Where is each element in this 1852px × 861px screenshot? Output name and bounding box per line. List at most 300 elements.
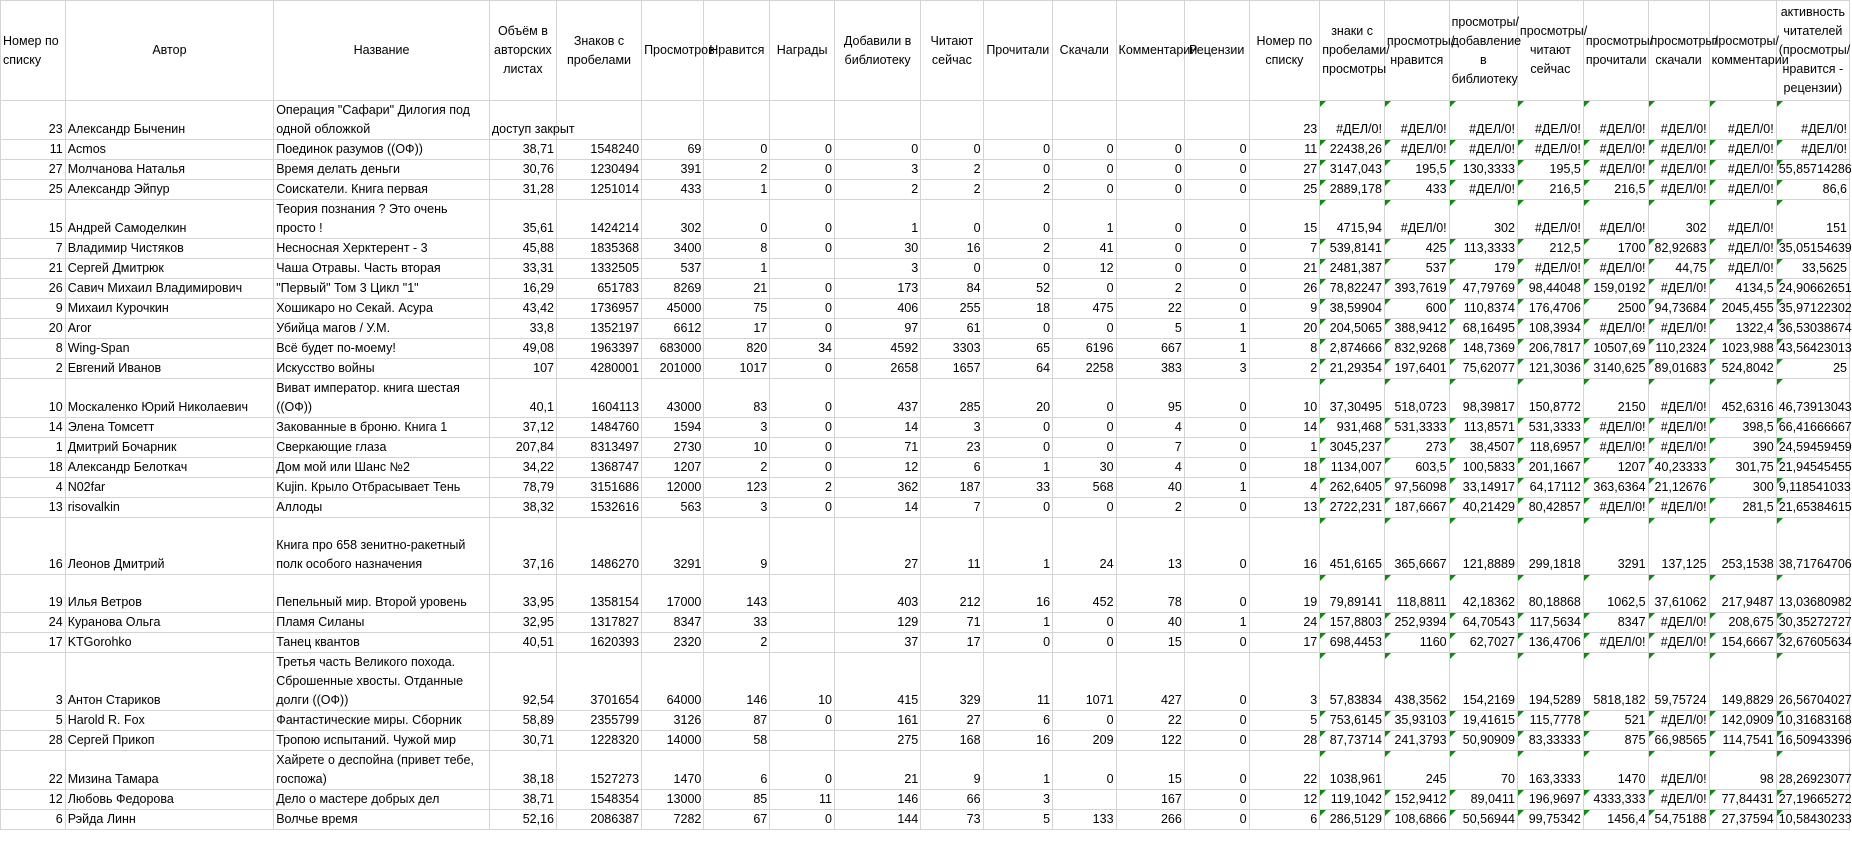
table-cell[interactable]: 0	[1184, 140, 1249, 160]
table-cell[interactable]: 1352197	[556, 319, 641, 339]
table-cell[interactable]: 3045,237	[1320, 438, 1385, 458]
table-cell[interactable]: Операция "Сафари" Дилогия под одной обложкой	[274, 101, 490, 140]
table-cell[interactable]: 1532616	[556, 498, 641, 518]
table-cell[interactable]: 9,118541033	[1776, 478, 1849, 498]
table-cell[interactable]: 0	[983, 633, 1053, 653]
table-cell[interactable]: Мизина Тамара	[65, 751, 274, 790]
table-cell[interactable]: 52	[983, 279, 1053, 299]
table-cell[interactable]: 0	[1184, 575, 1249, 613]
table-cell[interactable]	[556, 101, 641, 140]
table-cell[interactable]: 437	[834, 379, 920, 418]
table-cell[interactable]: #ДЕЛ/0!	[1583, 498, 1648, 518]
header-cell[interactable]: Номер по списку	[1249, 1, 1320, 101]
table-cell[interactable]: 70	[1449, 751, 1517, 790]
table-cell[interactable]: 651783	[556, 279, 641, 299]
table-cell[interactable]: #ДЕЛ/0!	[1648, 498, 1709, 518]
table-cell[interactable]: 433	[1384, 180, 1449, 200]
table-cell[interactable]: 0	[1053, 279, 1117, 299]
table-cell[interactable]: Третья часть Великого похода. Сброшенные хвосты. Отданные долги ((ОФ))	[274, 653, 490, 711]
table-cell[interactable]: 3	[921, 418, 983, 438]
table-cell[interactable]: 217,9487	[1709, 575, 1776, 613]
table-cell[interactable]	[1053, 790, 1117, 810]
table-cell[interactable]: 7	[1116, 438, 1184, 458]
table-cell[interactable]: 1	[1184, 613, 1249, 633]
table-cell[interactable]: 1	[983, 518, 1053, 575]
table-cell[interactable]: Рэйда Линн	[65, 810, 274, 830]
table-cell[interactable]: 0	[983, 200, 1053, 239]
table-cell[interactable]: risovalkin	[65, 498, 274, 518]
table-cell[interactable]: 1604113	[556, 379, 641, 418]
table-cell[interactable]: Москаленко Юрий Николаевич	[65, 379, 274, 418]
table-cell[interactable]: #ДЕЛ/0!	[1648, 379, 1709, 418]
table-cell[interactable]: 21	[1249, 259, 1320, 279]
table-cell[interactable]: 1456,4	[1583, 810, 1648, 830]
table-cell[interactable]: 64,17112	[1517, 478, 1583, 498]
table-cell[interactable]: Сергей Прикоп	[65, 731, 274, 751]
table-cell[interactable]: 0	[1053, 438, 1117, 458]
table-cell[interactable]: 2	[983, 180, 1053, 200]
table-cell[interactable]: 117,5634	[1517, 613, 1583, 633]
table-cell[interactable]: 8313497	[556, 438, 641, 458]
table-cell[interactable]: 38,32	[489, 498, 556, 518]
table-cell[interactable]: 40	[1116, 613, 1184, 633]
table-cell[interactable]: 38,71764706	[1776, 518, 1849, 575]
header-cell[interactable]: Объём в авторских листах	[489, 1, 556, 101]
table-cell[interactable]: 0	[1184, 299, 1249, 319]
table-cell[interactable]: #ДЕЛ/0!	[1709, 239, 1776, 259]
header-cell[interactable]: просмотры/нравится	[1384, 1, 1449, 101]
table-cell[interactable]: 196,9697	[1517, 790, 1583, 810]
table-cell[interactable]: 0	[770, 299, 835, 319]
table-cell[interactable]: 30,71	[489, 731, 556, 751]
table-cell[interactable]	[770, 259, 835, 279]
table-cell[interactable]: 212	[921, 575, 983, 613]
table-cell[interactable]: #ДЕЛ/0!	[1384, 140, 1449, 160]
table-cell[interactable]: 41	[1053, 239, 1117, 259]
table-cell[interactable]: #ДЕЛ/0!	[1583, 200, 1648, 239]
table-cell[interactable]: 157,8803	[1320, 613, 1385, 633]
table-cell[interactable]: 22438,26	[1320, 140, 1385, 160]
table-cell[interactable]: 0	[770, 810, 835, 830]
table-cell[interactable]: 15	[1116, 751, 1184, 790]
table-cell[interactable]: Элена Томсетт	[65, 418, 274, 438]
table-cell[interactable]: 144	[834, 810, 920, 830]
header-cell[interactable]: просмотры/прочитали	[1583, 1, 1648, 101]
table-cell[interactable]: 415	[834, 653, 920, 711]
table-cell[interactable]: 37	[834, 633, 920, 653]
table-cell[interactable]: 0	[1116, 160, 1184, 180]
table-cell[interactable]: 0	[1184, 498, 1249, 518]
table-cell[interactable]: Волчье время	[274, 810, 490, 830]
table-cell[interactable]: 8347	[642, 613, 704, 633]
table-cell[interactable]: 0	[770, 438, 835, 458]
table-cell[interactable]: 3	[834, 259, 920, 279]
table-cell[interactable]: 1	[1053, 200, 1117, 239]
table-cell[interactable]: 0	[770, 751, 835, 790]
table-cell[interactable]: 121,8889	[1449, 518, 1517, 575]
table-cell[interactable]: 17	[1249, 633, 1320, 653]
table-cell[interactable]: 10507,69	[1583, 339, 1648, 359]
table-cell[interactable]: 27	[921, 711, 983, 731]
table-cell[interactable]: 21,12676	[1648, 478, 1709, 498]
table-cell[interactable]: 89,01683	[1648, 359, 1709, 379]
table-cell[interactable]: 365,6667	[1384, 518, 1449, 575]
table-cell[interactable]: #ДЕЛ/0!	[1648, 613, 1709, 633]
table-cell[interactable]: 12	[1249, 790, 1320, 810]
table-cell[interactable]: 24	[1, 613, 66, 633]
table-cell[interactable]: 30,35272727	[1776, 613, 1849, 633]
table-cell[interactable]: 113,3333	[1449, 239, 1517, 259]
table-cell[interactable]: 22	[1249, 751, 1320, 790]
table-cell[interactable]: 33,8	[489, 319, 556, 339]
table-cell[interactable]: 2	[834, 180, 920, 200]
table-cell[interactable]: 3	[704, 498, 770, 518]
table-cell[interactable]: 69	[642, 140, 704, 160]
table-cell[interactable]: Книга про 658 зенитно-ракетный полк особого назначения	[274, 518, 490, 575]
table-cell[interactable]	[921, 101, 983, 140]
table-cell[interactable]: 84	[921, 279, 983, 299]
table-cell[interactable]: 1835368	[556, 239, 641, 259]
table-cell[interactable]: Аллоды	[274, 498, 490, 518]
table-cell[interactable]: Чаша Отравы. Часть вторая	[274, 259, 490, 279]
table-cell[interactable]: #ДЕЛ/0!	[1709, 200, 1776, 239]
table-cell[interactable]: 388,9412	[1384, 319, 1449, 339]
table-cell[interactable]: 11	[770, 790, 835, 810]
table-cell[interactable]: Евгений Иванов	[65, 359, 274, 379]
table-cell[interactable]: 18	[1249, 458, 1320, 478]
table-cell[interactable]: 2	[983, 239, 1053, 259]
table-cell[interactable]: 603,5	[1384, 458, 1449, 478]
table-cell[interactable]: 209	[1053, 731, 1117, 751]
header-cell[interactable]: Комментарии	[1116, 1, 1184, 101]
table-cell[interactable]: 16	[1, 518, 66, 575]
table-cell[interactable]: 152,9412	[1384, 790, 1449, 810]
table-cell[interactable]: 176,4706	[1517, 299, 1583, 319]
table-cell[interactable]: Дмитрий Бочарник	[65, 438, 274, 458]
table-cell[interactable]: 59,75724	[1648, 653, 1709, 711]
table-cell[interactable]: 302	[642, 200, 704, 239]
table-cell[interactable]: 406	[834, 299, 920, 319]
table-cell[interactable]: 115,7778	[1517, 711, 1583, 731]
table-cell[interactable]: 21	[704, 279, 770, 299]
table-cell[interactable]: Савич Михаил Владимирович	[65, 279, 274, 299]
table-cell[interactable]: 3147,043	[1320, 160, 1385, 180]
table-cell[interactable]: 8	[704, 239, 770, 259]
table-cell[interactable]	[1116, 101, 1184, 140]
table-cell[interactable]: 27,19665272	[1776, 790, 1849, 810]
table-cell[interactable]: 114,7541	[1709, 731, 1776, 751]
table-cell[interactable]: 22	[1, 751, 66, 790]
table-cell[interactable]: 19,41615	[1449, 711, 1517, 731]
table-cell[interactable]: 12000	[642, 478, 704, 498]
table-cell[interactable]: 37,30495	[1320, 379, 1385, 418]
table-cell[interactable]: Сергей Дмитрюк	[65, 259, 274, 279]
table-cell[interactable]: Пламя Силаны	[274, 613, 490, 633]
table-cell[interactable]: 0	[1184, 731, 1249, 751]
table-cell[interactable]: 14	[834, 418, 920, 438]
table-cell[interactable]: 82,92683	[1648, 239, 1709, 259]
table-cell[interactable]: 15	[1116, 633, 1184, 653]
table-cell[interactable]: 5	[983, 810, 1053, 830]
table-cell[interactable]: 2150	[1583, 379, 1648, 418]
table-cell[interactable]: Несносная Херктерент - 3	[274, 239, 490, 259]
table-cell[interactable]: 25	[1, 180, 66, 200]
table-cell[interactable]: 118,6957	[1517, 438, 1583, 458]
table-cell[interactable]: 30	[1053, 458, 1117, 478]
header-cell[interactable]: Знаков с пробелами	[556, 1, 641, 101]
table-cell[interactable]: 6	[983, 711, 1053, 731]
table-cell[interactable]: 13	[1, 498, 66, 518]
table-cell[interactable]: 14000	[642, 731, 704, 751]
table-cell[interactable]: 1	[983, 458, 1053, 478]
table-cell[interactable]: 34,22	[489, 458, 556, 478]
table-cell[interactable]: 10	[1, 379, 66, 418]
table-cell[interactable]: 24	[1249, 613, 1320, 633]
table-cell[interactable]: #ДЕЛ/0!	[1648, 279, 1709, 299]
table-cell[interactable]: 161	[834, 711, 920, 731]
table-cell[interactable]: 123	[704, 478, 770, 498]
table-cell[interactable]: 0	[1184, 239, 1249, 259]
table-cell[interactable]: 201,1667	[1517, 458, 1583, 478]
table-cell[interactable]: 24,90662651	[1776, 279, 1849, 299]
table-cell[interactable]: #ДЕЛ/0!	[1583, 418, 1648, 438]
table-cell[interactable]: 1017	[704, 359, 770, 379]
table-cell[interactable]: 6	[704, 751, 770, 790]
table-cell[interactable]: 0	[1184, 438, 1249, 458]
table-cell[interactable]: 683000	[642, 339, 704, 359]
table-cell[interactable]: 0	[770, 200, 835, 239]
table-cell[interactable]: 66	[921, 790, 983, 810]
table-cell[interactable]: 1317827	[556, 613, 641, 633]
table-cell[interactable]: 362	[834, 478, 920, 498]
table-cell[interactable]: 13,03680982	[1776, 575, 1849, 613]
table-cell[interactable]: 8	[1, 339, 66, 359]
table-cell[interactable]	[770, 518, 835, 575]
table-cell[interactable]: 40,21429	[1449, 498, 1517, 518]
table-cell[interactable]: 92,54	[489, 653, 556, 711]
table-cell[interactable]: 58	[704, 731, 770, 751]
table-cell[interactable]: 64,70543	[1449, 613, 1517, 633]
table-cell[interactable]: 329	[921, 653, 983, 711]
table-cell[interactable]: Владимир Чистяков	[65, 239, 274, 259]
table-cell[interactable]: 9	[1249, 299, 1320, 319]
table-cell[interactable]: 17000	[642, 575, 704, 613]
table-cell[interactable]: 0	[1053, 379, 1117, 418]
table-cell[interactable]: 78	[1116, 575, 1184, 613]
table-cell[interactable]: 24	[1053, 518, 1117, 575]
table-cell[interactable]: 38,71	[489, 790, 556, 810]
table-cell[interactable]: 122	[1116, 731, 1184, 751]
table-cell[interactable]: #ДЕЛ/0!	[1709, 101, 1776, 140]
table-cell[interactable]: 1620393	[556, 633, 641, 653]
table-cell[interactable]: 35,93103	[1384, 711, 1449, 731]
table-cell[interactable]: 179	[1449, 259, 1517, 279]
table-cell[interactable]: 4280001	[556, 359, 641, 379]
table-cell[interactable]: 119,1042	[1320, 790, 1385, 810]
table-cell[interactable]: 0	[770, 379, 835, 418]
table-cell[interactable]: 97,56098	[1384, 478, 1449, 498]
table-cell[interactable]: 1251014	[556, 180, 641, 200]
table-cell[interactable]: Андрей Самоделкин	[65, 200, 274, 239]
table-cell[interactable]	[1053, 101, 1117, 140]
table-cell[interactable]: 66,41666667	[1776, 418, 1849, 438]
table-cell[interactable]: 143	[704, 575, 770, 613]
table-cell[interactable]: 38,18	[489, 751, 556, 790]
table-cell[interactable]: 4134,5	[1709, 279, 1776, 299]
table-cell[interactable]: 195,5	[1384, 160, 1449, 180]
table-cell[interactable]: 68,16495	[1449, 319, 1517, 339]
table-cell[interactable]: #ДЕЛ/0!	[1776, 140, 1849, 160]
table-cell[interactable]: 40	[1116, 478, 1184, 498]
table-cell[interactable]: 0	[1053, 613, 1117, 633]
table-cell[interactable]: 2889,178	[1320, 180, 1385, 200]
table-cell[interactable]: 0	[1184, 518, 1249, 575]
table-cell[interactable]: 2658	[834, 359, 920, 379]
table-cell[interactable]: 16	[983, 731, 1053, 751]
table-cell[interactable]: 32,67605634	[1776, 633, 1849, 653]
table-cell[interactable]: Молчанова Наталья	[65, 160, 274, 180]
table-cell[interactable]: 1548354	[556, 790, 641, 810]
table-cell[interactable]: 20	[983, 379, 1053, 418]
table-cell[interactable]: 163,3333	[1517, 751, 1583, 790]
table-cell[interactable]: 1	[1184, 319, 1249, 339]
table-cell[interactable]: 0	[1116, 239, 1184, 259]
table-cell[interactable]: #ДЕЛ/0!	[1648, 140, 1709, 160]
table-cell[interactable]: Фантастические миры. Сборник	[274, 711, 490, 731]
table-cell[interactable]: 531,3333	[1517, 418, 1583, 438]
table-cell[interactable]: 1071	[1053, 653, 1117, 711]
table-cell[interactable]: 452	[1053, 575, 1117, 613]
table-cell[interactable]: 2	[1116, 279, 1184, 299]
table-cell[interactable]: #ДЕЛ/0!	[1384, 101, 1449, 140]
table-cell[interactable]: 0	[1184, 259, 1249, 279]
table-cell[interactable]: 19	[1, 575, 66, 613]
table-cell[interactable]: 0	[770, 458, 835, 478]
table-cell[interactable]: 38,4507	[1449, 438, 1517, 458]
table-cell[interactable]: 46,73913043	[1776, 379, 1849, 418]
table-cell[interactable]: 4	[1249, 478, 1320, 498]
header-cell[interactable]: Скачали	[1053, 1, 1117, 101]
table-cell[interactable]: 98,39817	[1449, 379, 1517, 418]
header-cell[interactable]: знаки с пробелами/просмотры	[1320, 1, 1385, 101]
table-cell[interactable]: 149,8829	[1709, 653, 1776, 711]
table-cell[interactable]: 10	[770, 653, 835, 711]
table-cell[interactable]: 2045,455	[1709, 299, 1776, 319]
table-cell[interactable]: 9	[1, 299, 66, 319]
table-cell[interactable]: 3701654	[556, 653, 641, 711]
table-cell[interactable]: 197,6401	[1384, 359, 1449, 379]
table-cell[interactable]: 0	[1053, 751, 1117, 790]
table-cell[interactable]: 0	[983, 259, 1053, 279]
table-cell[interactable]: 8269	[642, 279, 704, 299]
table-cell[interactable]: 85	[704, 790, 770, 810]
table-cell[interactable]: 253,1538	[1709, 518, 1776, 575]
table-cell[interactable]: 11	[921, 518, 983, 575]
table-cell[interactable]: 931,468	[1320, 418, 1385, 438]
table-cell[interactable]: 0	[1184, 180, 1249, 200]
table-cell[interactable]: 0	[834, 140, 920, 160]
table-cell[interactable]	[983, 101, 1053, 140]
table-cell[interactable]: 0	[1184, 160, 1249, 180]
table-cell[interactable]: 1470	[1583, 751, 1648, 790]
table-cell[interactable]: 3140,625	[1583, 359, 1648, 379]
table-cell[interactable]: Леонов Дмитрий	[65, 518, 274, 575]
table-cell[interactable]: 113,8571	[1449, 418, 1517, 438]
table-cell[interactable]: 0	[1184, 810, 1249, 830]
table-cell[interactable]: #ДЕЛ/0!	[1648, 751, 1709, 790]
table-cell[interactable]: 2258	[1053, 359, 1117, 379]
table-cell[interactable]: 266	[1116, 810, 1184, 830]
table-cell[interactable]: 0	[983, 418, 1053, 438]
table-cell[interactable]: 75	[704, 299, 770, 319]
table-cell[interactable]: 168	[921, 731, 983, 751]
table-cell[interactable]: 0	[1116, 200, 1184, 239]
table-cell[interactable]: 146	[704, 653, 770, 711]
table-cell[interactable]: 403	[834, 575, 920, 613]
table-cell[interactable]	[770, 633, 835, 653]
table-cell[interactable]: Wing-Span	[65, 339, 274, 359]
table-cell[interactable]: Илья Ветров	[65, 575, 274, 613]
table-cell[interactable]: 3303	[921, 339, 983, 359]
table-cell[interactable]: 4592	[834, 339, 920, 359]
table-cell[interactable]: 49,08	[489, 339, 556, 359]
header-cell[interactable]: Рецензии	[1184, 1, 1249, 101]
table-cell[interactable]: 3291	[1583, 518, 1648, 575]
table-cell[interactable]: 6196	[1053, 339, 1117, 359]
table-cell[interactable]: 19	[1249, 575, 1320, 613]
table-cell[interactable]: 7282	[642, 810, 704, 830]
table-cell[interactable]: 40,51	[489, 633, 556, 653]
table-cell[interactable]: 78,82247	[1320, 279, 1385, 299]
table-cell[interactable]: 195,5	[1517, 160, 1583, 180]
table-cell[interactable]: 6	[921, 458, 983, 478]
table-cell[interactable]: 10,31683168	[1776, 711, 1849, 731]
table-cell[interactable]: 43000	[642, 379, 704, 418]
table-cell[interactable]: Антон Стариков	[65, 653, 274, 711]
table-cell[interactable]: 80,42857	[1517, 498, 1583, 518]
table-cell[interactable]: 5	[1116, 319, 1184, 339]
table-cell[interactable]: 27,37594	[1709, 810, 1776, 830]
table-cell[interactable]: 4	[1, 478, 66, 498]
table-cell[interactable]: 65	[983, 339, 1053, 359]
header-cell[interactable]: Автор	[65, 1, 274, 101]
table-cell[interactable]: #ДЕЛ/0!	[1517, 140, 1583, 160]
table-cell[interactable]: 3400	[642, 239, 704, 259]
table-cell[interactable]: #ДЕЛ/0!	[1583, 438, 1648, 458]
table-cell[interactable]: 1207	[1583, 458, 1648, 478]
table-cell[interactable]: 1	[1184, 339, 1249, 359]
table-cell[interactable]: Александр Быченин	[65, 101, 274, 140]
header-cell[interactable]: Читают сейчас	[921, 1, 983, 101]
table-cell[interactable]: 2730	[642, 438, 704, 458]
table-cell[interactable]: 17	[1, 633, 66, 653]
table-cell[interactable]: #ДЕЛ/0!	[1776, 101, 1849, 140]
header-cell[interactable]: Номер по списку	[1, 1, 66, 101]
table-cell[interactable]: 151	[1776, 200, 1849, 239]
table-cell[interactable]: 537	[1384, 259, 1449, 279]
header-cell[interactable]: Прочитали	[983, 1, 1053, 101]
table-cell[interactable]: 1	[1, 438, 66, 458]
table-cell[interactable]: 2	[921, 160, 983, 180]
table-cell[interactable]: 33,5625	[1776, 259, 1849, 279]
table-cell[interactable]: 67	[704, 810, 770, 830]
table-cell[interactable]: 80,18868	[1517, 575, 1583, 613]
table-cell[interactable]: 9	[704, 518, 770, 575]
table-cell[interactable]: 3	[834, 160, 920, 180]
table-cell[interactable]: 47,79769	[1449, 279, 1517, 299]
table-cell[interactable]: 71	[921, 613, 983, 633]
table-cell[interactable]: 38,71	[489, 140, 556, 160]
